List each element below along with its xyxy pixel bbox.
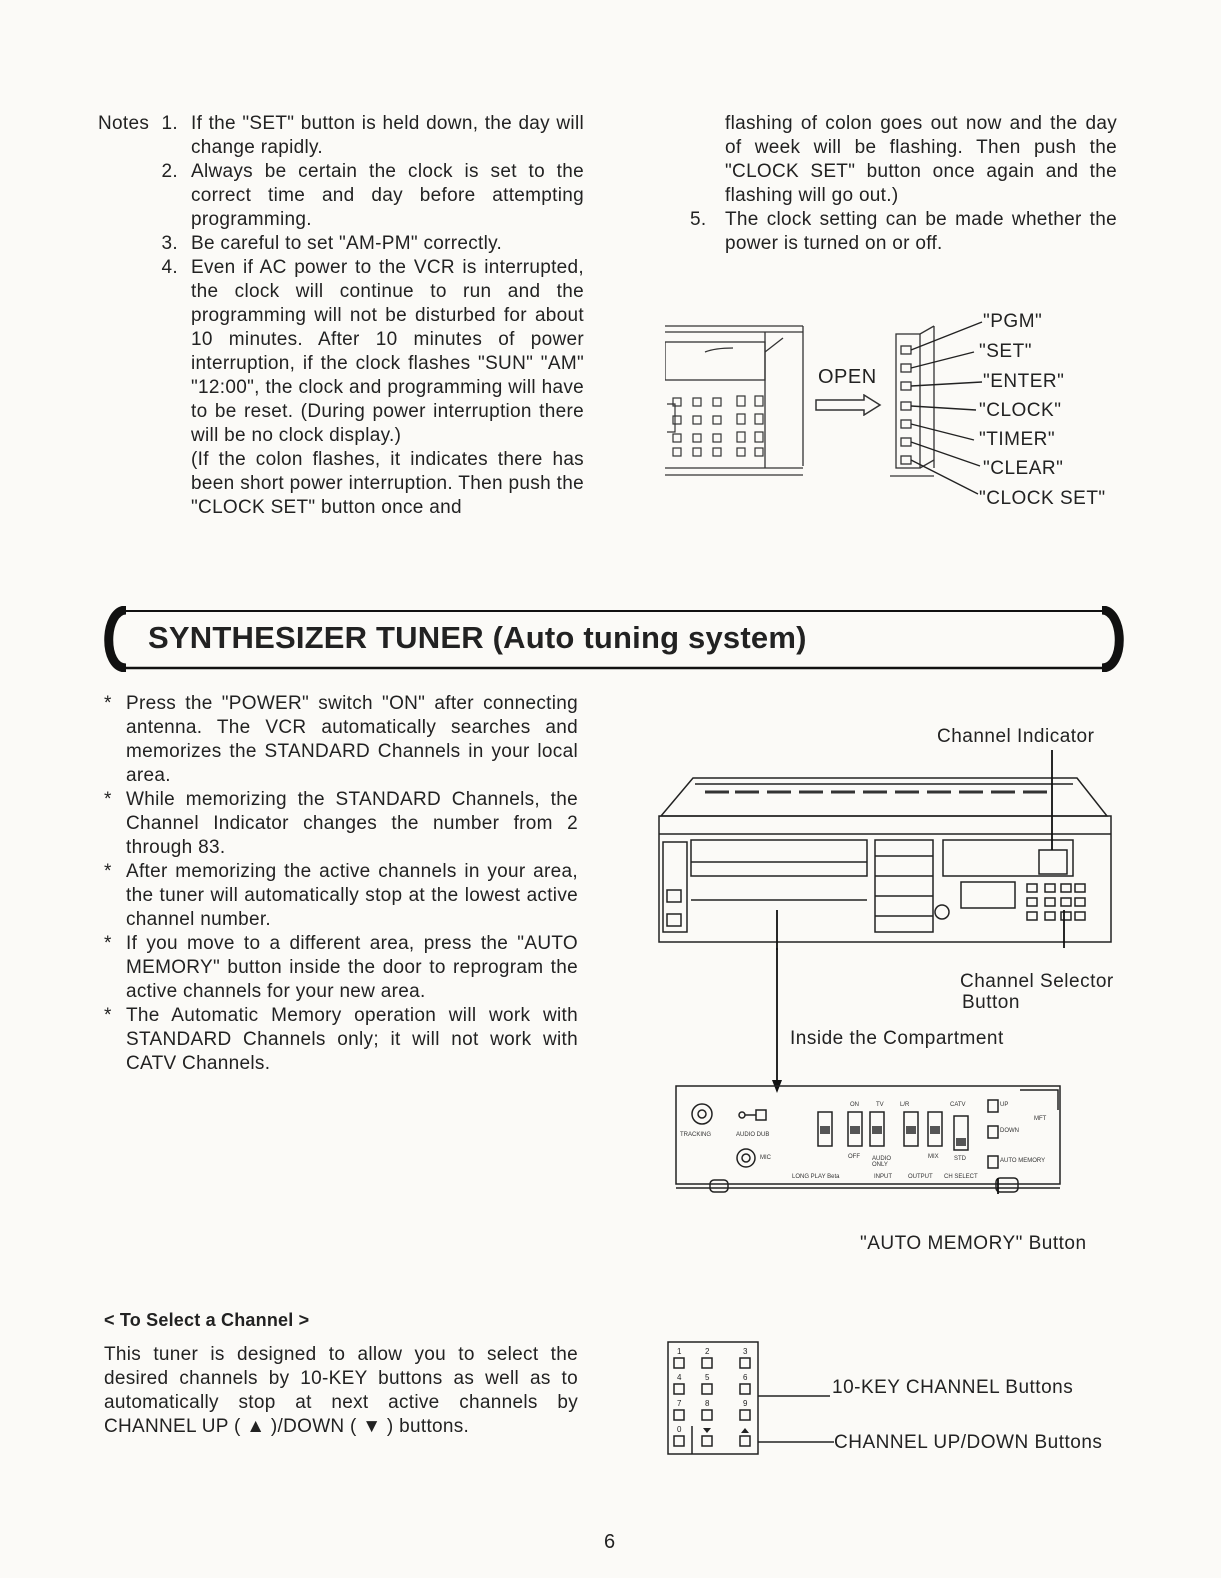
list-item: * After memorizing the active channels in your area, the tuner will automatically stop at the lowest active channel number. <box>104 861 578 930</box>
key-digit: 1 <box>677 1347 682 1356</box>
ch-select-text: CH SELECT <box>944 1174 978 1180</box>
on-text: ON <box>850 1102 859 1108</box>
note-item <box>150 112 584 160</box>
list-item-text: The Automatic Memory operation will work with STANDARD Channels only; it will not work with CATV Channels. <box>126 1005 578 1074</box>
key-digit: 7 <box>677 1399 682 1408</box>
note-text: Always be certain the clock is set to the correct time and day before attempting programming. <box>191 161 584 230</box>
auto-memory-text: AUTO MEMORY <box>1000 1158 1046 1164</box>
clear-button-label: "CLEAR" <box>983 458 1064 479</box>
up-down-label: CHANNEL UP/DOWN Buttons <box>834 1432 1103 1453</box>
note-text: The clock setting can be made whether the power is turned on or off. <box>725 209 1117 254</box>
vcr-door-closed-illustration <box>665 318 810 478</box>
list-item-text: While memorizing the STANDARD Channels, the Channel Indicator changes the number from 2 through 83. <box>126 789 578 858</box>
open-label: OPEN <box>818 366 877 388</box>
key-digit: 6 <box>743 1373 748 1382</box>
key-digit: 0 <box>677 1425 682 1434</box>
catv-text: CATV <box>950 1102 966 1108</box>
open-arrow-icon <box>814 394 882 416</box>
off-text: OFF <box>848 1154 860 1160</box>
tv-text: TV <box>876 1102 884 1108</box>
keypad-leader-lines <box>758 1384 838 1444</box>
tracking-text: TRACKING <box>680 1132 712 1138</box>
lr-text: L/R <box>900 1102 910 1108</box>
page-number: 6 <box>604 1531 616 1553</box>
clock-set-button-label: "CLOCK SET" <box>979 488 1106 509</box>
auto-memory-label: "AUTO MEMORY" Button <box>860 1233 1087 1254</box>
note-item <box>150 256 584 448</box>
up-text: UP <box>1000 1102 1009 1108</box>
enter-button-label: "ENTER" <box>983 371 1065 392</box>
compartment-text-group <box>672 1082 1064 1194</box>
note-item-5 <box>690 208 1117 256</box>
list-item-text: If you move to a different area, press the "AUTO MEMORY" button inside the door to reprogram the active channels for your new area. <box>126 933 578 1002</box>
keypad-digits <box>664 1338 764 1458</box>
key-digit: 3 <box>743 1347 748 1356</box>
input-text: INPUT <box>874 1174 892 1180</box>
list-item: * While memorizing the STANDARD Channels, the Channel Indicator changes the number from 2 through 83. <box>104 789 578 858</box>
note-text: Even if AC power to the VCR is interrupted, the clock will continue to run and the programming will not be disturbed for about 10 minutes. After 10 minutes of power interruption, if the clock flashes "SUN" "AM" "12:00", the clock and programming will have to be reset. (During power interruption there will be no clock display.) <box>191 257 584 446</box>
std-text: STD <box>954 1156 966 1162</box>
notes-continued: flashing of colon goes out now and the day of week will be flashing. Then push the "CLOCK SET" button once again and the flashing will go out.) <box>725 113 1117 206</box>
key-digit: 2 <box>705 1347 710 1356</box>
clock-button-label: "CLOCK" <box>979 400 1062 421</box>
note-text: Be careful to set "AM-PM" correctly. <box>191 233 503 254</box>
notes-label: Notes <box>98 113 150 134</box>
note-number: 5. <box>690 209 707 230</box>
list-item-text: After memorizing the active channels in your area, the tuner will automatically stop at the lowest active channel number. <box>126 861 578 930</box>
list-item: * The Automatic Memory operation will work with STANDARD Channels only; it will not work with CATV Channels. <box>104 1005 578 1074</box>
list-item-text: Press the "POWER" switch "ON" after connecting antenna. The VCR automatically searches and memorizes the STANDARD Channels in your local area. <box>126 693 578 786</box>
inside-compartment-label: Inside the Compartment <box>790 1028 1004 1049</box>
output-text: OUTPUT <box>908 1174 933 1180</box>
list-item: * Press the "POWER" switch "ON" after connecting antenna. The VCR automatically searches and memorizes the STANDARD Channels in your local area. <box>104 693 578 786</box>
note-item <box>150 160 584 232</box>
note-number: 1. <box>161 113 178 134</box>
mft-text: MFT <box>1034 1116 1047 1122</box>
pgm-button-label: "PGM" <box>983 311 1043 332</box>
note-number: 2. <box>161 161 178 182</box>
long-play-text: LONG PLAY Beta <box>792 1174 840 1180</box>
section-title: SYNTHESIZER TUNER (Auto tuning system) <box>148 620 807 655</box>
select-channel-heading: < To Select a Channel > <box>104 1310 310 1330</box>
key-digit: 8 <box>705 1399 710 1408</box>
audio-dub-text: AUDIO DUB <box>736 1132 770 1138</box>
note-text: If the "SET" button is held down, the day will change rapidly. <box>191 113 584 158</box>
tuner-bullet-list <box>104 692 578 1076</box>
channel-selector-label-line2: Button <box>962 992 1020 1013</box>
list-item: * If you move to a different area, press the "AUTO MEMORY" button inside the door to reprogram the active channels for your new area. <box>104 933 578 1002</box>
key-digit: 4 <box>677 1373 682 1382</box>
note-item <box>150 448 584 520</box>
channel-selector-label-line1: Channel Selector <box>960 971 1114 992</box>
note-item <box>150 232 584 256</box>
timer-button-label: "TIMER" <box>979 429 1056 450</box>
channel-indicator-label: Channel Indicator <box>937 726 1095 747</box>
note-number: 3. <box>161 233 178 254</box>
note-text: (If the colon flashes, it indicates there has been short power interruption. Then push the "CLOCK SET" button once and <box>191 449 584 518</box>
mix-text: MIX <box>928 1154 939 1160</box>
pointer-line-to-compartment <box>770 948 784 1094</box>
ten-key-label: 10-KEY CHANNEL Buttons <box>832 1377 1074 1398</box>
vcr-front-illustration <box>655 750 1115 950</box>
set-button-label: "SET" <box>979 341 1032 362</box>
notes-list <box>150 112 584 520</box>
key-digit: 5 <box>705 1373 710 1382</box>
mic-text: MIC <box>760 1155 771 1161</box>
select-channel-body: This tuner is designed to allow you to select the desired channels by 10-KEY buttons as well as to automatically stop at next active channels by CHANNEL UP ( ▲ )/DOWN ( ▼ ) buttons. <box>104 1344 578 1437</box>
key-digit: 9 <box>743 1399 748 1408</box>
audio-only-text: AUDIO ONLY <box>872 1156 892 1168</box>
down-text: DOWN <box>1000 1128 1019 1134</box>
note-number: 4. <box>161 257 178 278</box>
